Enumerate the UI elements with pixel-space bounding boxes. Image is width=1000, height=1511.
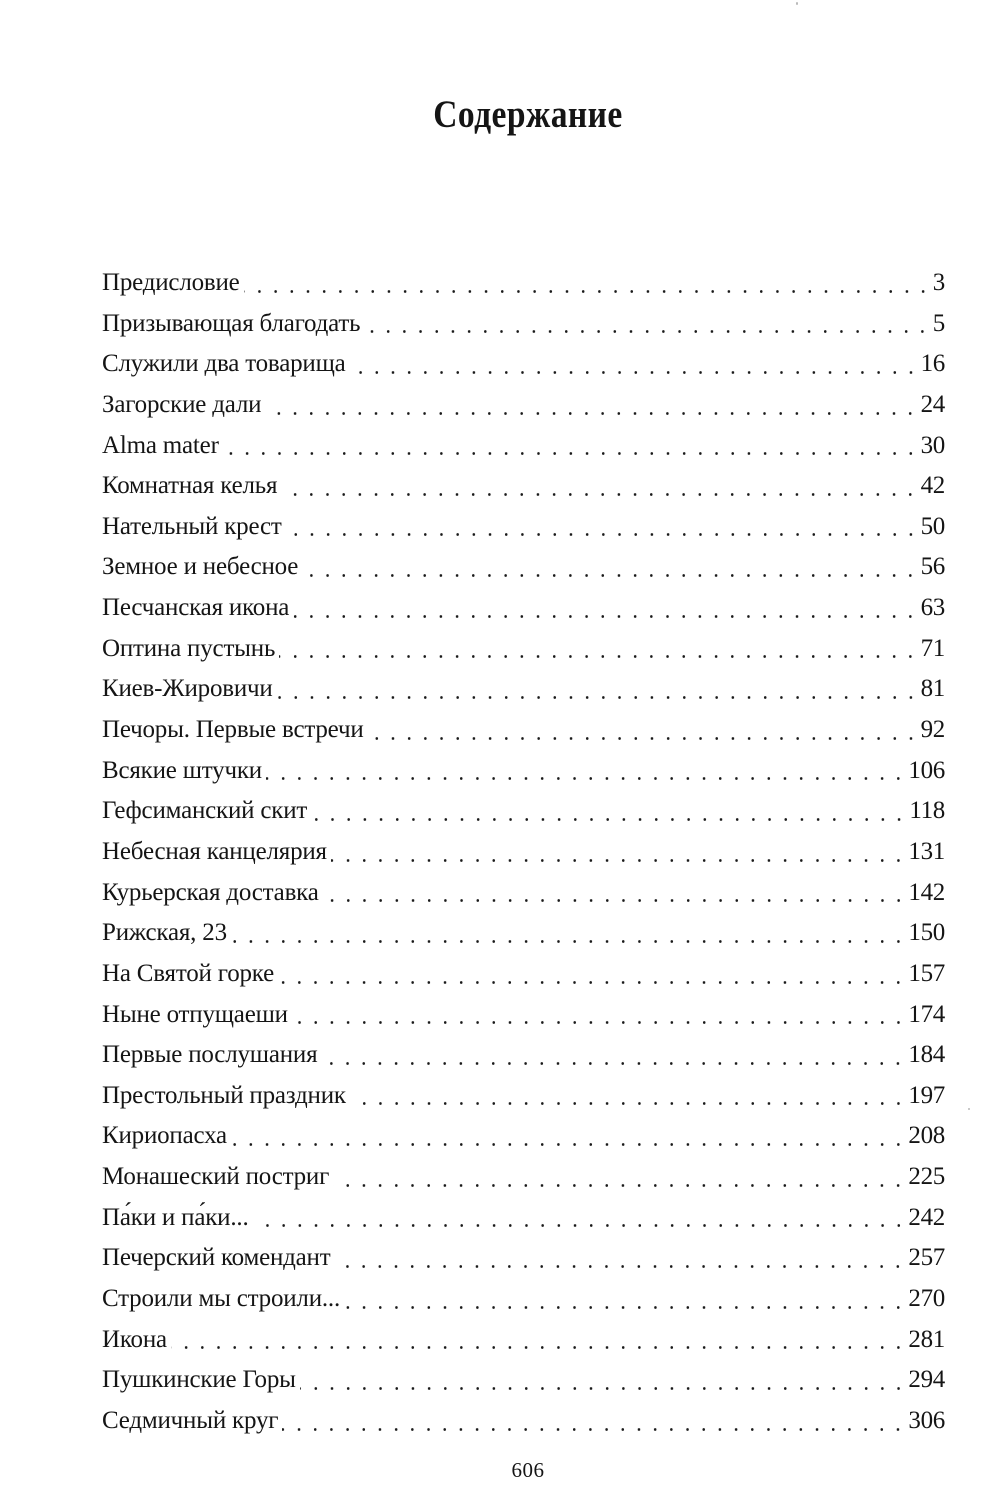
toc-entry-title: Загорские дали (102, 390, 262, 418)
toc-entry-page-number: 306 (908, 1406, 945, 1434)
dot-leader (323, 873, 907, 914)
scan-speck (968, 1108, 970, 1110)
toc-entry-page-number: 242 (908, 1203, 945, 1231)
page-title: Содержание (433, 93, 623, 137)
dot-leader (300, 1360, 907, 1401)
toc-entry-title: Курьерская доставка (102, 878, 319, 906)
toc-entry-page-number: 150 (908, 919, 945, 947)
toc-entry-page-number: 257 (908, 1244, 945, 1272)
scan-speck (796, 2, 798, 5)
toc-entry-title: Кириопасха (102, 1122, 227, 1150)
toc-entry[interactable] (102, 507, 945, 548)
toc-entry-title: Alma mater (102, 431, 219, 459)
toc-entry[interactable] (102, 832, 945, 873)
toc-entry-title: Престольный праздник (102, 1081, 346, 1109)
page-number: 606 (511, 1458, 545, 1482)
toc-entry[interactable] (102, 426, 945, 467)
toc-entry-page-number: 184 (908, 1041, 945, 1069)
toc-entry[interactable] (102, 304, 945, 345)
toc-entry[interactable] (102, 710, 945, 751)
toc-entry[interactable] (102, 1320, 945, 1361)
toc-entry[interactable] (102, 263, 945, 304)
dot-leader (244, 263, 931, 304)
toc-entry-page-number: 81 (920, 675, 945, 703)
toc-entry[interactable] (102, 751, 945, 792)
dot-leader (277, 669, 919, 710)
toc-entry-page-number: 294 (908, 1366, 945, 1394)
toc-entry-page-number: 197 (908, 1081, 945, 1109)
toc-entry-page-number: 92 (920, 716, 945, 744)
dot-leader (350, 1076, 907, 1117)
toc-entry-title: Печерский комендант (102, 1244, 331, 1272)
toc-entry-title: Комнатная келья (102, 472, 278, 500)
dot-leader (302, 547, 918, 588)
toc-entry-title: Первые послушания (102, 1041, 318, 1069)
toc-entry[interactable] (102, 588, 945, 629)
toc-entry-title: Ныне отпущаеши (102, 1000, 288, 1028)
toc-entry-page-number: 208 (908, 1122, 945, 1150)
toc-entry-title: Нательный крест (102, 512, 282, 540)
dot-leader (331, 832, 907, 873)
toc-entry[interactable] (102, 1238, 945, 1279)
dot-leader (171, 1320, 906, 1361)
dot-leader (253, 1198, 907, 1239)
dot-leader (321, 1035, 906, 1076)
toc-entry[interactable] (102, 791, 945, 832)
toc-entry-title: Гефсиманский скит (102, 797, 308, 825)
toc-entry-title: Оптина пустынь (102, 634, 276, 662)
toc-entry[interactable] (102, 1116, 945, 1157)
dot-leader (292, 995, 907, 1036)
toc-entry-page-number: 56 (920, 553, 945, 581)
dot-leader (231, 913, 907, 954)
toc-entry-page-number: 42 (920, 472, 945, 500)
dot-leader (278, 954, 906, 995)
toc-entry-title: Небесная канцелярия (102, 837, 327, 865)
dot-leader (282, 1401, 906, 1442)
toc-entry-title: Песчанская икона (102, 594, 290, 622)
toc-entry-title: Пушкинские Горы (102, 1366, 296, 1394)
toc-entry[interactable] (102, 547, 945, 588)
toc-entry[interactable] (102, 995, 945, 1036)
toc-entry[interactable] (102, 1401, 945, 1442)
toc-entry[interactable] (102, 1076, 945, 1117)
toc-entry-page-number: 157 (908, 959, 945, 987)
toc-entry-page-number: 281 (908, 1325, 945, 1353)
dot-leader (364, 304, 930, 345)
toc-entry-page-number: 3 (932, 269, 945, 296)
toc-entry-page-number: 5 (932, 309, 945, 337)
toc-entry-page-number: 131 (908, 837, 945, 865)
toc-entry-page-number: 142 (908, 878, 945, 906)
toc-entry[interactable] (102, 1198, 945, 1239)
table-of-contents (102, 263, 945, 1442)
dot-leader (231, 1116, 906, 1157)
toc-entry-title: Па́ки и па́ки... (102, 1203, 249, 1231)
dot-leader (293, 588, 918, 629)
dot-leader (334, 1238, 906, 1279)
dot-leader (333, 1157, 906, 1198)
toc-entry[interactable] (102, 1035, 945, 1076)
toc-entry-title: Киев-Жировичи (102, 675, 273, 703)
toc-entry-page-number: 63 (920, 594, 945, 622)
toc-entry-page-number: 270 (908, 1285, 945, 1313)
toc-entry[interactable] (102, 913, 945, 954)
toc-entry-page-number: 24 (920, 390, 945, 418)
toc-entry[interactable] (102, 466, 945, 507)
dot-leader (279, 629, 918, 670)
toc-entry-title: Служили два товарища (102, 350, 346, 378)
toc-entry-title: Земное и небесное (102, 553, 299, 581)
toc-entry-title: Седмичный круг (102, 1406, 279, 1434)
toc-entry-title: На Святой горке (102, 959, 275, 987)
toc-entry-title: Рижская, 23 (102, 919, 227, 947)
toc-entry-title: Строили мы строили... (102, 1285, 341, 1313)
toc-entry-page-number: 30 (920, 431, 945, 459)
dot-leader (286, 507, 919, 548)
dot-leader (350, 344, 919, 385)
toc-entry-title: Всякие штучки (102, 756, 262, 784)
toc-entry-page-number: 71 (920, 634, 945, 662)
toc-entry-page-number: 174 (908, 1000, 945, 1028)
toc-entry-page-number: 16 (920, 350, 945, 378)
toc-entry-page-number: 50 (920, 512, 945, 540)
dot-leader (266, 751, 906, 792)
dot-leader (265, 385, 918, 426)
toc-entry[interactable] (102, 1279, 945, 1320)
toc-entry-title: Печоры. Первые встречи (102, 716, 364, 744)
dot-leader (344, 1279, 906, 1320)
toc-entry-title: Призывающая благодать (102, 309, 361, 337)
toc-entry[interactable] (102, 1157, 945, 1198)
toc-entry-page-number: 225 (908, 1163, 945, 1191)
toc-entry[interactable] (102, 385, 945, 426)
dot-leader (223, 426, 919, 467)
toc-entry-page-number: 106 (908, 756, 945, 784)
dot-leader (311, 791, 907, 832)
dot-leader (281, 466, 918, 507)
toc-entry[interactable] (102, 629, 945, 670)
toc-entry-title: Икона (102, 1325, 167, 1353)
toc-entry[interactable] (102, 873, 945, 914)
dot-leader (368, 710, 919, 751)
toc-entry[interactable] (102, 344, 945, 385)
toc-entry-title: Предисловие (102, 269, 240, 296)
toc-entry[interactable] (102, 1360, 945, 1401)
toc-entry[interactable] (102, 954, 945, 995)
toc-entry[interactable] (102, 669, 945, 710)
toc-entry-page-number: 118 (909, 797, 945, 825)
toc-entry-title: Монашеский постриг (102, 1163, 330, 1191)
